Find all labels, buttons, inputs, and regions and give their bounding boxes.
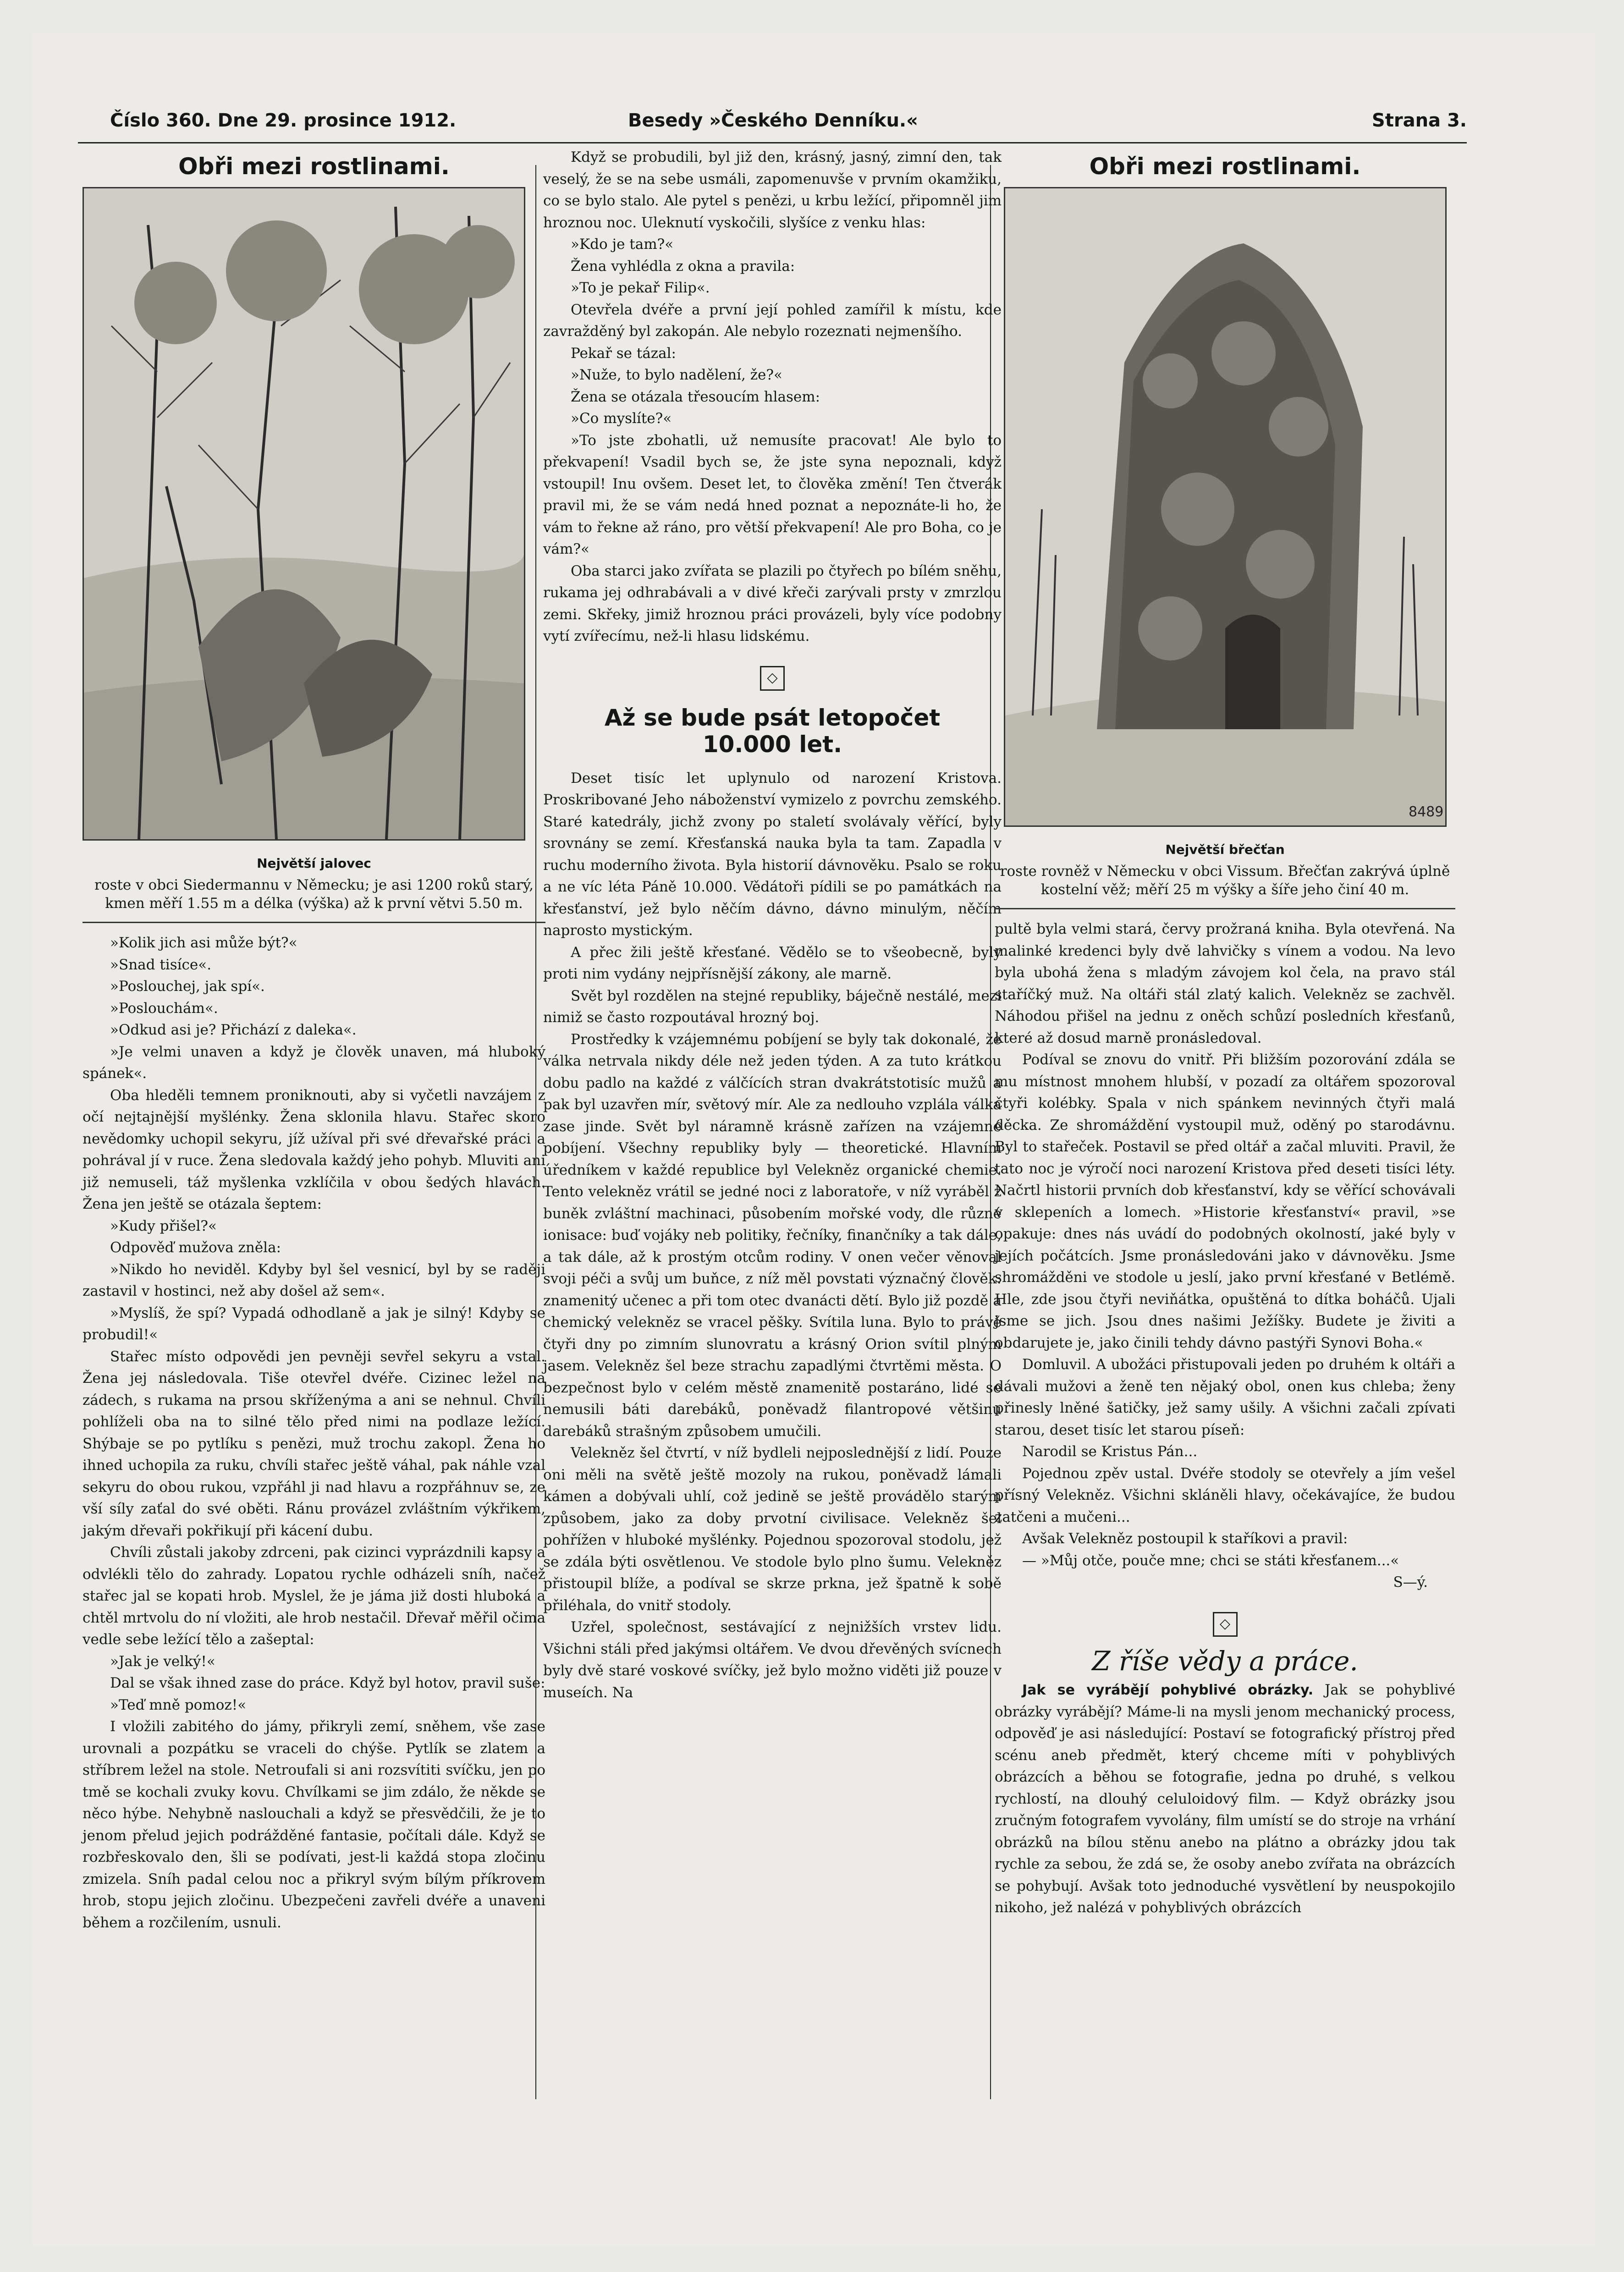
story-paragraph: Žena se otázala třesoucím hlasem: — [571, 388, 820, 405]
diamond-ornament-icon: ◇ — [760, 666, 785, 691]
story-paragraph: Odpověď mužova zněla: — [110, 1239, 281, 1256]
story-paragraph: Oba starci jako zvířata se plazili po čtyřech po bílém sněhu, rukama jej odhrabávali a v divé křeči zarývali prsty v zmrzlou zemi. Skřeky, jimiž hroznou práci provázeli, byly více podobny vytí zvířecímu, než-li hlasu lidskému. — [543, 562, 1002, 644]
story-paragraph: I vložili zabitého do jámy, přikryli zemí, sněhem, vše zase urovnali a pozpátku se vraceli do chýše. Pytlík se zlatem a stříbrem ležel na stole. Netroufali si ani rozsvítiti svíčku, jen po tmě se kochali zvuky kovu. Chvílkami se jim zdálo, že někde se něco hýbe. Nehybně naslouchali a když se přesvědčili, že je to jenom přelud jejich podrážděné fantasie, počítali dále. Když se rozbřeskovalo den, šli se podívati, jest-li každá stopa zločinu zmizela. Sníh padal celou noc a přikryl svým bílým příkrovem hrob, stopu jejich zločinu. Ubezpečeni zavřeli dvéře a unaveni během a rozčilením, usnuli. — [83, 1718, 545, 1931]
science-paragraph — [995, 1679, 1455, 1919]
story-paragraph: Chvíli zůstali jakoby zdrceni, pak cizinci vyprázdnili kapsy a odvlékli tělo do zahrady. Lopatou rychle odházeli sníh, načež stařec jal se kopati hrob. Myslel, že je jáma již dosti hluboká a chtěl mrtvolu do ní vložiti, ale hrob nestačil. Dřevař měřil očima vedle sebe ležící tělo a zašeptal: — [83, 1544, 545, 1648]
story-paragraph: »Myslíš, že spí? Vypadá odhodlaně a jak je silný! Kdyby se probudil!« — [83, 1304, 545, 1343]
story-paragraph: »Nikdo ho neviděl. Kdyby byl šel vesnicí, byl by se raději zastavil v hostinci, než aby došel až sem«. — [83, 1261, 545, 1299]
story-paragraph: »Kudy přišel?« — [110, 1217, 217, 1234]
article-paragraph: Pojednou zpěv ustal. Dvéře stodoly se otevřely a jím vešel přísný Velekněz. Všichni skláněli hlavy, očekávajíce, že budou zatčeni a mučeni... — [995, 1465, 1455, 1525]
story-paragraph: Žena vyhlédla z okna a pravila: — [571, 258, 795, 275]
column-3 — [995, 147, 1455, 1919]
diamond-ornament-icon: ◇ — [1213, 1612, 1238, 1637]
illustration-title: Obři mezi rostlinami. — [178, 153, 450, 180]
article-paragraph: pultě byla velmi stará, červy prožraná kniha. Byla otevřená. Na malinké kredenci byly dvě lahvičky s vínem a vodou. Na levo byla ubohá žena s mladým závojem kol čela, na pravo stál staříčký muž. Na oltáři stál zlatý kalich. Velekněz se zachvěl. Náhodou přišel na jednu z oněch schůzí posledních křesťanů, které až dosud marně pronásledoval. — [995, 921, 1455, 1046]
story-paragraph: Oba hleděli temnem proniknouti, aby si vyčetli navzájem z očí nejtajnější myšlénky. Žena sklonila hlavu. Stařec skoro nevědomky uchopil sekyru, jíž užíval při své dřevařské práci a pohrával jí v ruce. Žena sledovala každý jeho pohyb. Mluviti ani již nemuseli, táž myšlenka vzklíčila v obou šedých hlavách. Žena jen ještě se otázala šeptem: — [83, 1087, 545, 1212]
story-paragraph: »Snad tisíce«. — [110, 956, 212, 973]
story-paragraph: »Co myslíte?« — [571, 410, 672, 427]
story-paragraph: Otevřela dvéře a první její pohled zamířil k místu, kde zavražděný byl zakopán. Ale nebylo rozeznati nejmenšího. — [543, 301, 1002, 340]
story-paragraph: »To je pekař Filip«. — [571, 280, 710, 296]
article-paragraph: Uzřel, společnost, sestávající z nejnižších vrstev lidu. Všichni stáli před jakýmsi oltářem. Ve dvou dřevěných svícnech byly dvě staré voskové svíčky, jež bylo možno viděti již pouze v museích. Na — [543, 1619, 1002, 1701]
story-paragraph: »Jak je velký!« — [110, 1653, 215, 1670]
author-signature: S—ý. — [1393, 1574, 1428, 1590]
article-paragraph: Velekněz šel čtvrtí, v níž bydleli nejposlednější z lidí. Pouze oni měli na světě ještě mozoly na rukou, poněvadž lámali kámen a dobývali uhlí, což jedině se ještě provádělo starým způsobem, jako za doby prvotní civilisace. Velekněz šel pohřížen v hluboké myšlénky. Pojednou spozoroval stodolu, jež se zdála býti osvětlenou. Ve stodole bylo plno šumu. Velekněz přistoupil blíže, a podíval se skrze prkna, jež špatně k sobě přiléhala, do vnitř stodoly. — [543, 1445, 1002, 1614]
story-paragraph: »To jste zbohatli, už nemusíte pracovat! Ale bylo to překvapení! Vsadil bych se, že jste syna nepoznali, když vstoupil! Inu ovšem. Deset let, to člověka změní! Ten čtverák pravil mi, že se vám nedá hned poznat a nepoznáte-li ho, že vám to řekne až ráno, pro větší překvapení! Ale pro Boha, co je vám?« — [543, 432, 1002, 557]
story-paragraph: Pekař se tázal: — [571, 345, 676, 362]
illustration-caption: roste rovněž v Německu v obci Vissum. Břečťan zakrývá úplně kostelní věž; měří 25 m výšky a šíře jeho činí 40 m. — [1000, 863, 1450, 898]
story-paragraph: »Kdo je tam?« — [571, 236, 674, 253]
ivy-tower-picture-icon — [1005, 188, 1445, 825]
story-paragraph: »Teď mně pomoz!« — [110, 1696, 247, 1713]
story-paragraph: Dal se však ihned zase do práce. Když byl hotov, pravil suše: — [110, 1675, 545, 1691]
juniper-picture-icon — [84, 188, 524, 839]
article-paragraph: Podíval se znovu do vnitř. Při bližším pozorování zdála se mu místnost mnohem hlubší, v pozadí za oltářem spozoroval čtyři kolébky. Spala v nich spánkem nevinných čtyři malá děcka. Ze shromáždění vystoupil muž, oděný po starodávnu. Byl to stařeček. Postavil se před oltář a začal mluviti. Pravil, že tato noc je výročí noci narození Kristova před deseti tisíci léty. Načrtl historii prvních dob křesťanství, kdy se věřící schovávali v sklepeních a lomech. »Historie křesťanství« pravil, »se opakuje: dnes nás uvádí do podobných okolností, jaké byly v jejích počátcích. Jsme pronásledováni jako v dávnověku. Jsme shromážděni ve stodole u jeslí, jako první křesťané v Betlémě. Hle, zde jsou čtyři neviňátka, opuštěná to dítka boháčů. Ujali jsme se jich. Jsou dnes našimi Ježíšky. Budete je živiti a obdarujete je, jako činili tehdy dávno pastýři Synovi Boha.« — [995, 1051, 1455, 1351]
article-title — [543, 704, 1002, 758]
column-2 — [543, 147, 1002, 1704]
science-lead: Jak se vyrábějí pohyblivé obrázky. — [1022, 1682, 1314, 1698]
story-paragraph: »Nuže, to bylo nadělení, že?« — [571, 367, 782, 383]
section-title: Z říše vědy a práce. — [1092, 1645, 1358, 1677]
story-paragraph: »Je velmi unaven a když je člověk unaven, má hluboký spánek«. — [83, 1043, 545, 1082]
article-paragraph: — »Můj otče, pouče mne; chci se státi křesťanem...« — [1022, 1552, 1399, 1569]
story-paragraph: »Poslouchej, jak spí«. — [110, 978, 265, 995]
story-paragraph: Stařec místo odpovědi jen pevněji sevřel sekyru a vstal. Žena jej následovala. Tiše otevřel dvéře. Cizinec ležel na zádech, s rukama na prsou skříženýma a ani se nehnul. Chvíli pohlíželi oba na to silné tělo před nimi na podlaze ležící. Shýbaje se po pytlíku s penězi, muž trochu zakopl. Žena ho ihned uchopila za ruku, chvíli stařec ještě váhal, pak náhle vzal sekyru do obou rukou, vzpřáhl ji nad hlavu a rozpřáhnuv se, ze vší síly zaťal do své oběti. Ránu provázel zvláštním výkřikem, jakým dřevaři pokřikují při kácení dubu. — [83, 1348, 545, 1539]
article-paragraph: Domluvil. A ubožáci přistupovali jeden po druhém k oltáři a dávali mužovi a ženě ten nějaký obol, onen kus chleba; ženy přinesly lněné šatičky, jež samy ušily. A všichni začali zpívati starou, deset tisíc let starou píseň: — [995, 1356, 1455, 1438]
story-paragraph: »Odkud asi je? Přichází z daleka«. — [110, 1022, 357, 1038]
divider — [995, 908, 1455, 909]
ivy-tower-illustration — [1004, 187, 1447, 827]
issue-date: Číslo 360. Dne 29. prosince 1912. — [110, 110, 457, 131]
article-title-line: Až se bude psát letopočet — [604, 704, 941, 731]
section-ornament — [543, 666, 1002, 691]
section-ornament — [995, 1612, 1455, 1637]
article-paragraph: Avšak Velekněz postoupil k staříkovi a pravil: — [1022, 1530, 1348, 1547]
illustration-title: Obři mezi rostlinami. — [1089, 153, 1361, 180]
illustration-caption-title: Největší jalovec — [257, 855, 371, 871]
article-paragraph: A přec žili ještě křesťané. Vědělo se to všeobecně, byly proti nim vydány nejpřísnější zákony, ale marně. — [543, 944, 1002, 982]
story-paragraph: Když se probudili, byl již den, krásný, jasný, zimní den, tak veselý, že se na sebe usmáli, zapomenuvše v prvním okamžiku, co se bylo stalo. Ale pytel s penězi, u krbu ležící, připomněl jim hroznou noc. Uleknutí vyskočili, slyšíce z venku hlas: — [543, 149, 1002, 231]
story-paragraph: »Kolik jich asi může být?« — [110, 935, 297, 951]
article-title-line: 10.000 let. — [702, 731, 842, 758]
juniper-illustration — [83, 187, 525, 841]
column-1 — [83, 147, 545, 1934]
article-paragraph: Deset tisíc let uplynulo od narození Kristova. Proskribované Jeho náboženství vymizelo z povrchu zemského. Staré katedrály, jichž zvony po staletí svolávaly věřící, byly srovnány se zemí. Křesťanská nauka byla ta tam. Zapadla v ruchu moderního života. Byla historií dávnověku. Psalo se roku a ne víc léta Páně 10.000. Vědátoři pídili se po památkách na křesťanství, jež bylo něčím dávno, dávno minulým, něčím naprosto mystickým. — [543, 770, 1002, 939]
article-paragraph: Svět byl rozdělen na stejné republiky, báječně nestálé, mezi nimiž se často rozpoutával hrozný boj. — [543, 987, 1002, 1026]
divider — [83, 922, 545, 923]
article-paragraph: Narodil se Kristus Pán... — [1022, 1443, 1198, 1460]
science-text: Jak se pohyblivé obrázky vyrábějí? Máme-li na mysli jenom mechanický process, odpověď je asi následující: Postaví se fotografický přístroj před scénu aneb předmět, který chceme míti v pohyblivých obrázcích a běhou se fotografie, jedna po druhé, s velkou rychlostí, na dlouhý celuloidový film. — Když obrázky jsou zručným fotografem vyvolány, film umístí se do stroje na vrhání obrázků na bílou stěnu anebo na plátno a obrázky jdou tak rychle za sebou, že zdá se, že osoby anebo zvířata na obrázcích se pohybují. Avšak toto jednoduché vysvětlení by neuspokojilo nikoho, jež nalézá v pohyblivých obrázcích — [995, 1682, 1456, 1916]
picture-number: 8489 — [1409, 803, 1444, 820]
story-paragraph: »Poslouchám«. — [110, 1000, 218, 1017]
illustration-caption-title: Největší břečťan — [1165, 842, 1285, 857]
page-number: Strana 3. — [1371, 110, 1467, 131]
page-header — [78, 110, 1467, 143]
illustration-caption: roste v obci Siedermannu v Německu; je asi 1200 roků starý, kmen měří 1.55 m a délka (výška) až k první větvi 5.50 m. — [94, 877, 534, 912]
article-paragraph: Prostředky k vzájemnému pobíjení se byly tak dokonalé, že válka netrvala nikdy déle než jeden týden. A za tuto krátkou dobu padlo na každé z válčících stran dvakrátstotisíc mužů a pak byl uzavřen mír, světový mír. Ale za nedlouho vzplála válka zase jinde. Svět byl náramně krásně zařízen na vzájemné pobíjení. Všechny republiky byly — theoretické. Hlavním úředníkem v každé republice byl Velekněz organické chemie. Tento velekněz vrátil se jedné noci z laboratoře, v níž vyráběl z buněk zvláštní machinaci, působením mořské vody, dle různé ionisace: buď vojáky neb politiky, řečníky, finančníky a tak dále, a tak dále, až k prostým otcům rodiny. V onen večer věnoval svoji péči a svůj um buňce, z níž měl povstati význačný člověk: znamenitý učenec a při tom otec dvanácti dětí. Bylo již pozdě a chemický velekněz se vracel pěšky. Svítila luna. Bylo to právě čtyři dny po zimním slunovratu a krásný Orion svítil plným jasem. Velekněz šel beze strachu zapadlými čtvrtěmi města. O bezpečnost bylo v celém městě znamenitě postaráno, lidé se nemusili báti darebáků, poněvadž filantropové většinu darebáků strašným způsobem umučili. — [543, 1031, 1002, 1440]
publication-title: Besedy »Českého Denníku.« — [628, 110, 918, 131]
